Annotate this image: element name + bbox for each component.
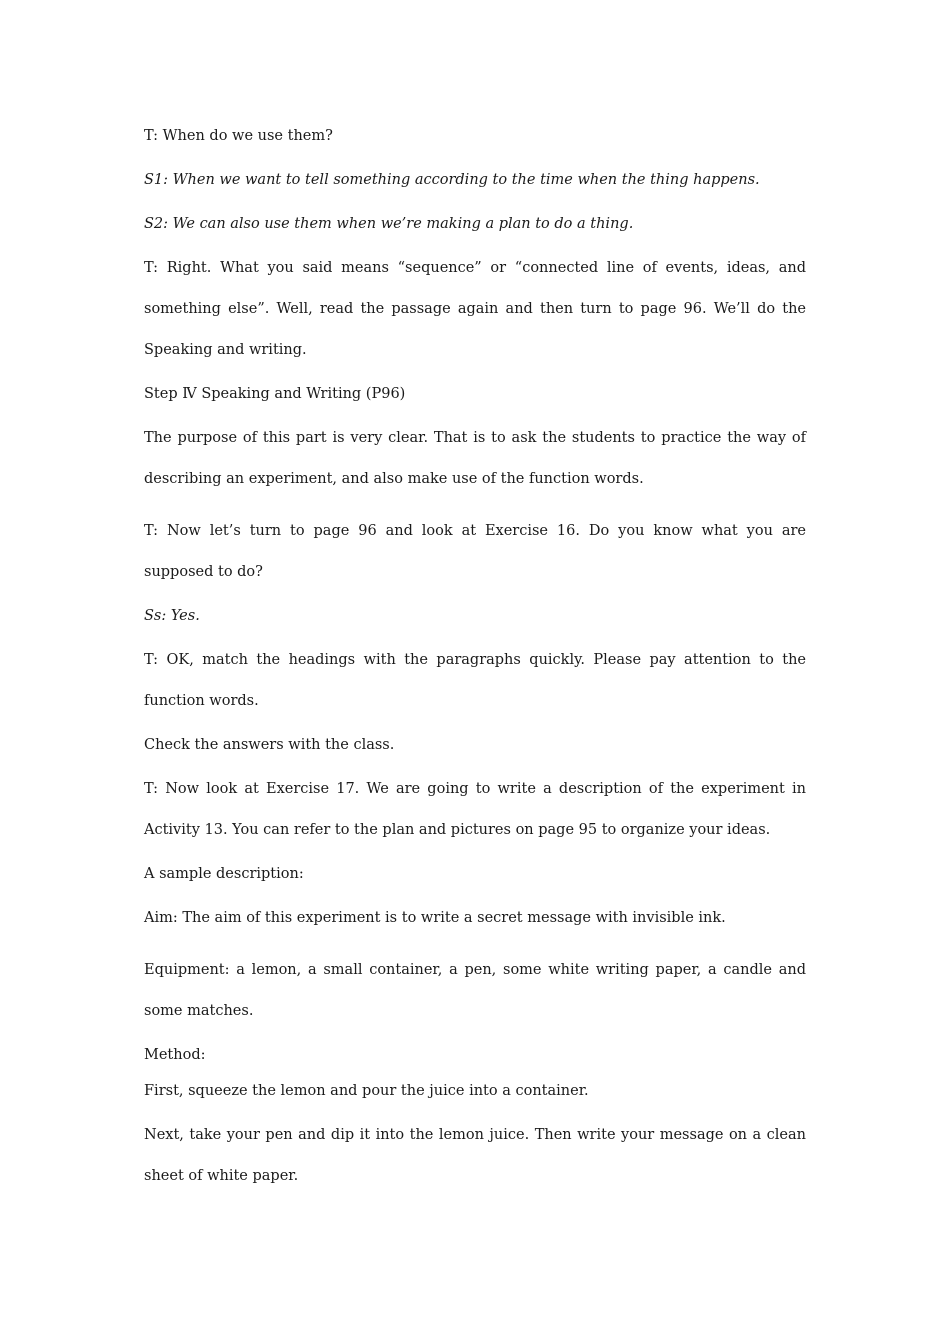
purpose-paragraph: The purpose of this part is very clear. That is to ask the students to practice the way of describing an experiment, and also make use of the function words. [144,430,806,487]
dialogue-line-teacher-match: T: OK, match the headings with the paragraphs quickly. Please pay attention to the function words. [144,652,806,709]
dialogue-line-teacher-exercise-17: T: Now look at Exercise 17. We are going to write a description of the experiment in Activity 13. You can refer to the plan and pictures on page 95 to organize your ideas. [144,781,806,838]
dialogue-line-student-1: S1: When we want to tell something according to the time when the thing happens. [144,172,760,188]
dialogue-line-teacher-question: T: When do we use them? [144,128,333,144]
step-heading: Step Ⅳ Speaking and Writing (P96) [144,386,406,402]
dialogue-line-teacher-sequence: T: Right. What you said means “sequence” or “connected line of events, ideas, and something else”. Well, read the passage again and then turn to page 96. We’ll do the Speaking and writing. [144,260,806,358]
document-page [144,124,806,1208]
sample-description-heading: A sample description: [144,866,304,882]
sample-equipment: Equipment: a lemon, a small container, a pen, some white writing paper, a candle and some matches. [144,962,806,1019]
method-step-first: First, squeeze the lemon and pour the juice into a container. [144,1083,589,1099]
sample-aim: Aim: The aim of this experiment is to write a secret message with invisible ink. [144,910,726,926]
sample-method-heading: Method: [144,1047,206,1063]
dialogue-line-students-reply: Ss: Yes. [144,608,200,624]
method-step-next: Next, take your pen and dip it into the lemon juice. Then write your message on a clean sheet of white paper. [144,1127,806,1184]
instruction-check-answers: Check the answers with the class. [144,737,395,753]
dialogue-line-teacher-exercise-16: T: Now let’s turn to page 96 and look at Exercise 16. Do you know what you are supposed to do? [144,523,806,580]
dialogue-line-student-2: S2: We can also use them when we’re making a plan to do a thing. [144,216,634,232]
